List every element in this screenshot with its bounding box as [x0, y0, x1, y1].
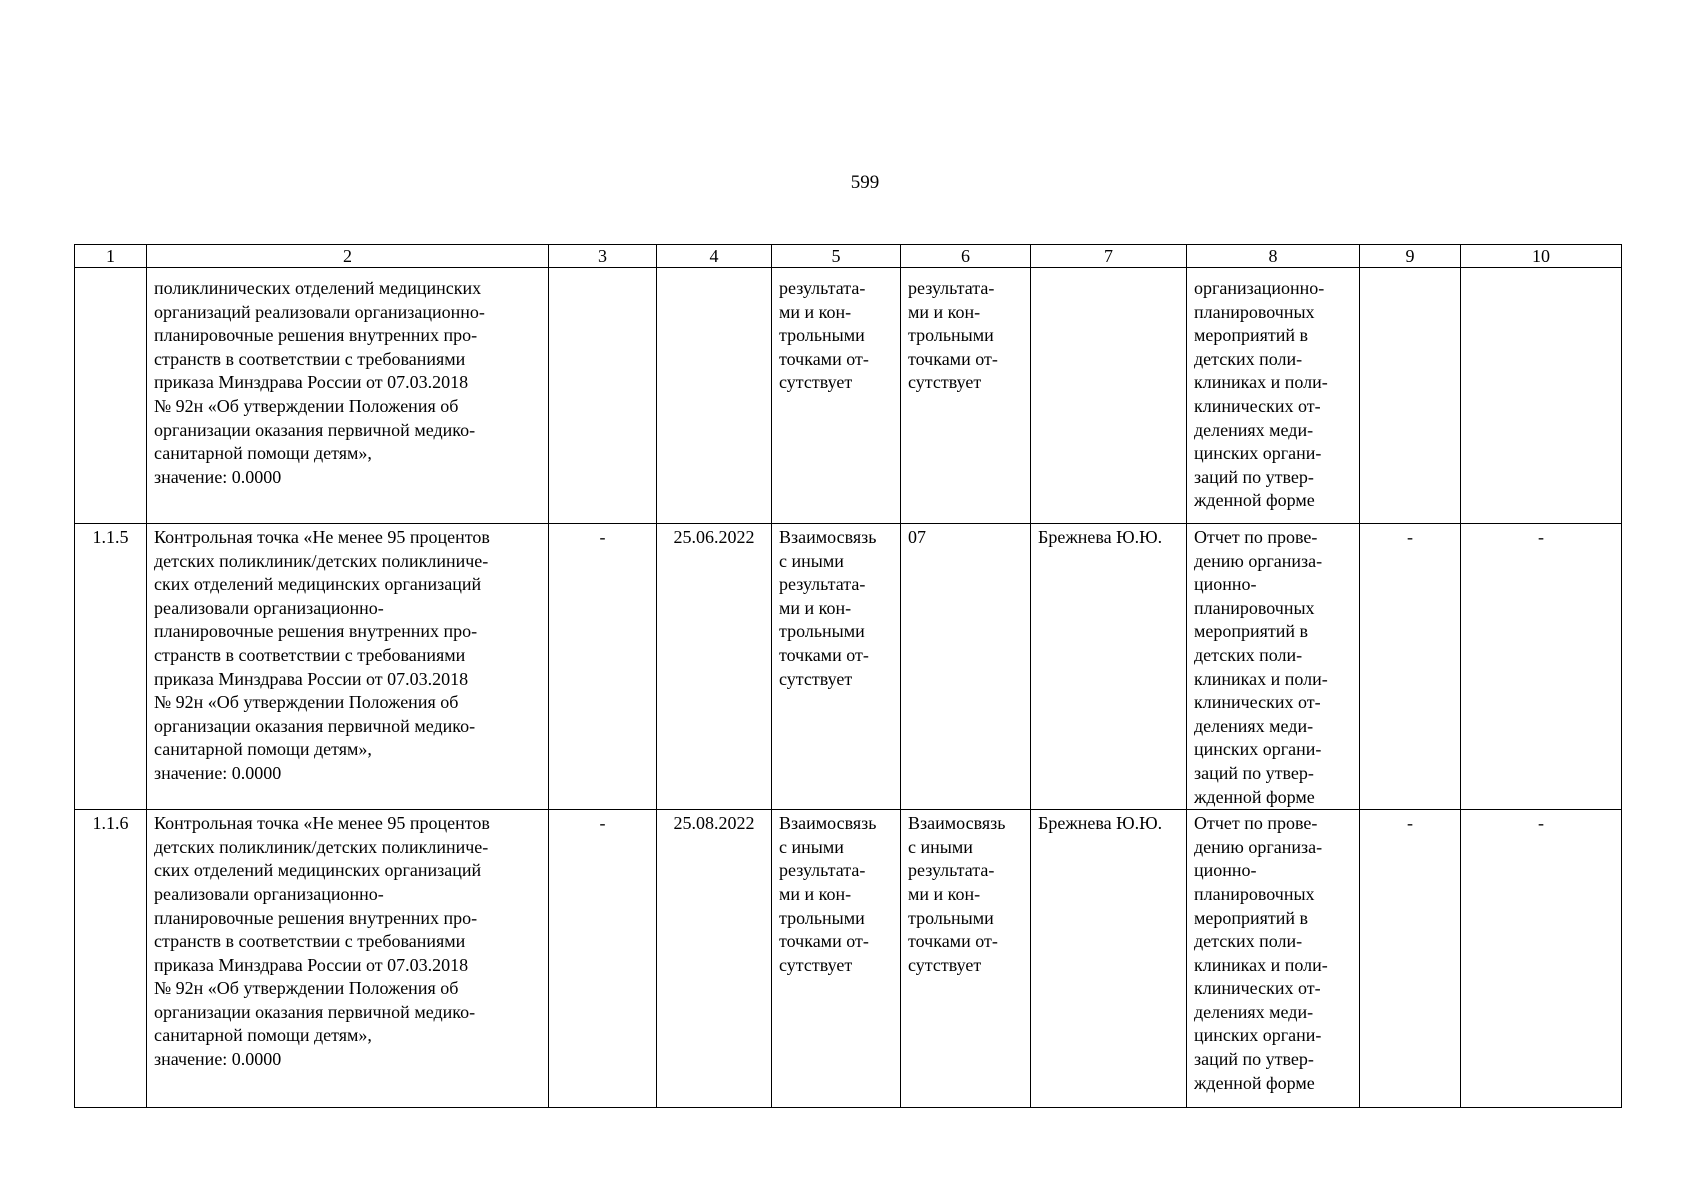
column-header: 3	[549, 245, 657, 268]
column-3-cell: -	[549, 810, 657, 1108]
column-header: 7	[1031, 245, 1187, 268]
column-6-cell: Взаимосвязь с иными результата- ми и кон- трольными точками от- сутствует	[901, 810, 1031, 1108]
column-10-cell: -	[1461, 810, 1622, 1108]
column-6-cell: 07	[901, 524, 1031, 810]
column-9-cell: -	[1360, 810, 1461, 1108]
date-cell: 25.06.2022	[657, 524, 772, 810]
responsible-cell: Брежнева Ю.Ю.	[1031, 810, 1187, 1108]
column-header: 5	[772, 245, 901, 268]
column-3-cell: -	[549, 524, 657, 810]
column-header: 8	[1187, 245, 1360, 268]
row-number-cell: 1.1.5	[75, 524, 147, 810]
page-number: 599	[850, 172, 880, 193]
column-6-cell: результата- ми и кон- трольными точками от- сутствует	[901, 268, 1031, 524]
column-header: 6	[901, 245, 1031, 268]
column-9-cell: -	[1360, 524, 1461, 810]
column-number-row	[75, 245, 1622, 268]
date-cell: 25.08.2022	[657, 810, 772, 1108]
column-5-cell: результата- ми и кон- трольными точками от- сутствует	[772, 268, 901, 524]
row-number-cell: 1.1.6	[75, 810, 147, 1108]
control-point-name-cell: Контрольная точка «Не менее 95 процентов детских поликлиник/детских поликлиниче- ских отделений медицинских организаций реализовали организационно- планировочные решения внутренних про- странств в соответствии с требованиями приказа Минздрава России от 07.03.2018 № 92н «Об утверждении Положения об организации оказания первичной медико- санитарной помощи детям», значение: 0.0000	[147, 810, 549, 1108]
table-row	[75, 810, 1622, 1108]
column-header: 1	[75, 245, 147, 268]
control-point-name-cell: поликлинических отделений медицинских организаций реализовали организационно- планировочные решения внутренних про- странств в соответствии с требованиями приказа Минздрава России от 07.03.2018 № 92н «Об утверждении Положения об организации оказания первичной медико- санитарной помощи детям», значение: 0.0000	[147, 268, 549, 524]
column-header: 2	[147, 245, 549, 268]
column-header: 9	[1360, 245, 1461, 268]
column-3-cell	[549, 268, 657, 524]
document-cell: Отчет по прове- дению организа- ционно- планировочных мероприятий в детских поли- клиниках и поли- клинических от- делениях меди- цинских органи- заций по утвер- жденной форме	[1187, 810, 1360, 1108]
document-cell: организационно- планировочных мероприятий в детских поли- клиниках и поли- клинических от- делениях меди- цинских органи- заций по утвер- жденной форме	[1187, 268, 1360, 524]
column-header: 10	[1461, 245, 1622, 268]
column-10-cell: -	[1461, 524, 1622, 810]
column-5-cell: Взаимосвязь с иными результата- ми и кон- трольными точками от- сутствует	[772, 524, 901, 810]
control-point-name-cell: Контрольная точка «Не менее 95 процентов детских поликлиник/детских поликлиниче- ских отделений медицинских организаций реализовали организационно- планировочные решения внутренних про- странств в соответствии с требованиями приказа Минздрава России от 07.03.2018 № 92н «Об утверждении Положения об организации оказания первичной медико- санитарной помощи детям», значение: 0.0000	[147, 524, 549, 810]
control-points-table	[74, 244, 1622, 1108]
date-cell	[657, 268, 772, 524]
responsible-cell: Брежнева Ю.Ю.	[1031, 524, 1187, 810]
table-row	[75, 268, 1622, 524]
responsible-cell	[1031, 268, 1187, 524]
column-header: 4	[657, 245, 772, 268]
column-10-cell	[1461, 268, 1622, 524]
column-9-cell	[1360, 268, 1461, 524]
row-number-cell	[75, 268, 147, 524]
column-5-cell: Взаимосвязь с иными результата- ми и кон- трольными точками от- сутствует	[772, 810, 901, 1108]
document-cell: Отчет по прове- дению организа- ционно- планировочных мероприятий в детских поли- клиниках и поли- клинических от- делениях меди- цинских органи- заций по утвер- жденной форме	[1187, 524, 1360, 810]
table-row	[75, 524, 1622, 810]
